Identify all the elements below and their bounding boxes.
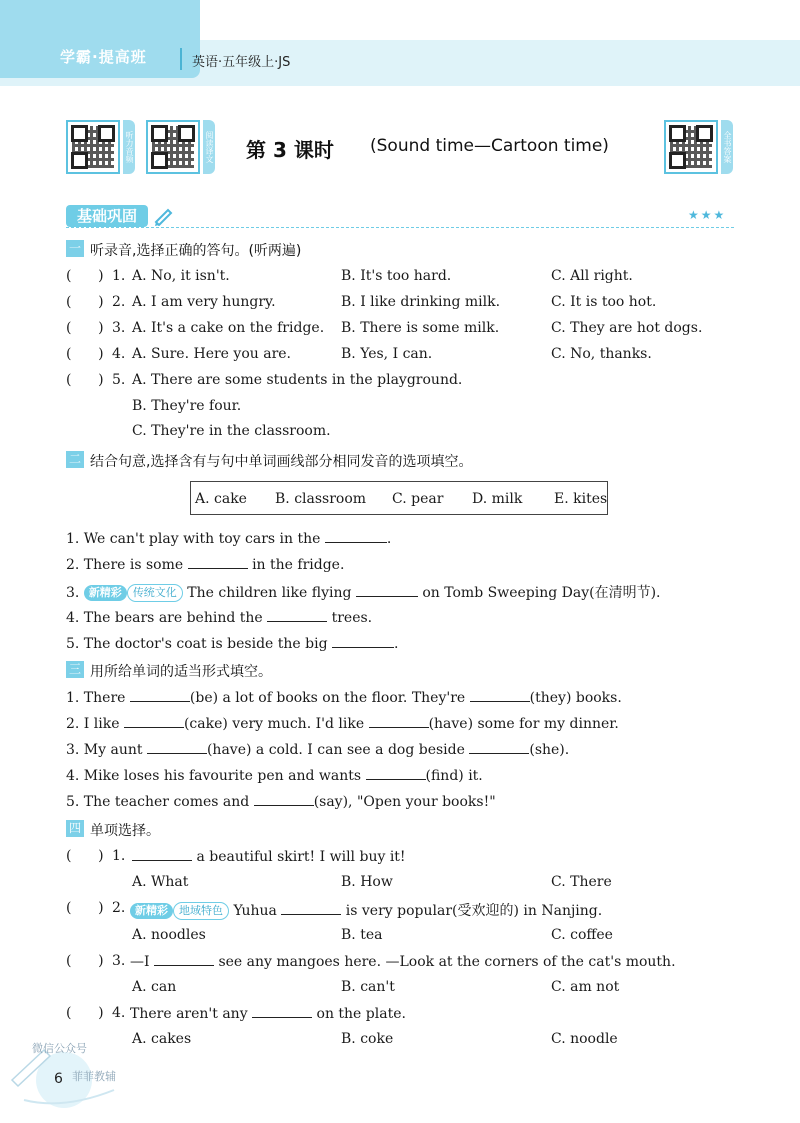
- option-c: C. am not: [551, 979, 620, 995]
- question-line: 2. I like (cake) very much. I'd like (have) some for my dinner.: [66, 716, 619, 732]
- option-a: A. noodles: [132, 927, 206, 943]
- badge-new: 新精彩: [84, 585, 127, 601]
- badge-culture: 传统文化: [127, 584, 183, 602]
- answer-paren[interactable]: ( ): [66, 320, 104, 336]
- answer-blank[interactable]: [366, 767, 426, 780]
- qr-label-audio: 听力音频: [123, 120, 135, 174]
- answer-blank[interactable]: [252, 1005, 312, 1018]
- question-line: 1. We can't play with toy cars in the .: [66, 531, 392, 547]
- part1-number: 一: [66, 240, 84, 257]
- question-line: 5. The teacher comes and (say), "Open your books!": [66, 794, 496, 810]
- question-line: 3. My aunt (have) a cold. I can see a dog beside (she).: [66, 742, 570, 758]
- answer-blank[interactable]: [154, 953, 214, 966]
- part4-title: 单项选择。: [90, 823, 160, 839]
- word-option: D. milk: [472, 491, 523, 507]
- option-b: B. can't: [341, 979, 395, 995]
- answer-blank[interactable]: [470, 689, 530, 702]
- answer-blank[interactable]: [356, 584, 418, 597]
- badge-new: 新精彩: [130, 903, 173, 919]
- answer-blank[interactable]: [254, 793, 314, 806]
- answer-paren[interactable]: ( ): [66, 294, 104, 310]
- badge-region: 地域特色: [173, 902, 229, 920]
- option-a: A. What: [132, 874, 189, 890]
- word-option: E. kites: [554, 491, 608, 507]
- lesson-title: 第 3 课时: [246, 138, 334, 162]
- answer-blank[interactable]: [124, 715, 184, 728]
- answer-paren[interactable]: ( ): [66, 372, 104, 388]
- part3-title: 用所给单词的适当形式填空。: [90, 664, 272, 680]
- option-c: C. They're in the classroom.: [132, 423, 331, 439]
- list-item: ( ) 4. There aren't any on the plate.: [66, 1005, 406, 1022]
- section-divider: [66, 227, 734, 228]
- list-item: ( ) 2. 新精彩 地域特色 Yuhua is very popular(受欢迎的) in Nanjing.: [66, 900, 603, 919]
- question-line: 1. There (be) a lot of books on the floor. They're (they) books.: [66, 690, 622, 706]
- watermark-line2: 菲菲教辅: [72, 1070, 116, 1083]
- answer-blank[interactable]: [267, 609, 327, 622]
- option-b: B. coke: [341, 1031, 394, 1047]
- option-c: C. There: [551, 874, 612, 890]
- answer-blank[interactable]: [281, 902, 341, 915]
- option-b: B. They're four.: [132, 398, 242, 414]
- question-line: 4. Mike loses his favourite pen and wants (find) it.: [66, 768, 483, 784]
- word-option: A. cake: [195, 491, 247, 507]
- word-option: C. pear: [392, 491, 444, 507]
- option-c: C. noodle: [551, 1031, 618, 1047]
- qr-code-audio[interactable]: [66, 120, 120, 174]
- question-line: 5. The doctor's coat is beside the big .: [66, 636, 399, 652]
- answer-blank[interactable]: [147, 741, 207, 754]
- list-item: ( ) 3. —I see any mangoes here. —Look at the corners of the cat's mouth.: [66, 953, 676, 970]
- answer-blank[interactable]: [132, 848, 192, 861]
- question-line: 3. 新精彩 传统文化 The children like flying on Tomb Sweeping Day(在清明节).: [66, 585, 661, 601]
- list-item: ( ) 1. a beautiful skirt! I will buy it!: [66, 848, 406, 865]
- brand-logo: 学霸·提高班: [60, 48, 147, 66]
- qr-code-translation[interactable]: [146, 120, 200, 174]
- option-b: B. tea: [341, 927, 383, 943]
- part3-number: 三: [66, 661, 84, 678]
- qr-label-answers: 全书答案: [721, 120, 733, 174]
- option-a: A. cakes: [132, 1031, 192, 1047]
- difficulty-stars: ★★★: [688, 208, 727, 222]
- option-b: B. How: [341, 874, 393, 890]
- pencil-icon: [152, 204, 174, 226]
- watermark-line1: 微信公众号: [32, 1042, 87, 1055]
- lesson-subtitle: (Sound time—Cartoon time): [370, 136, 609, 156]
- answer-blank[interactable]: [369, 715, 429, 728]
- answer-paren[interactable]: ( ): [66, 900, 104, 916]
- qr-code-answers[interactable]: [664, 120, 718, 174]
- answer-paren[interactable]: ( ): [66, 848, 104, 864]
- word-bank: [190, 481, 608, 515]
- answer-blank[interactable]: [130, 689, 190, 702]
- section-label: 基础巩固: [66, 205, 148, 227]
- part4-number: 四: [66, 820, 84, 837]
- answer-blank[interactable]: [325, 530, 387, 543]
- answer-blank[interactable]: [469, 741, 529, 754]
- question-line: 2. There is some in the fridge.: [66, 557, 345, 573]
- part1-title: 听录音,选择正确的答句。(听两遍): [90, 243, 302, 259]
- header-divider: [180, 48, 182, 70]
- word-option: B. classroom: [275, 491, 367, 507]
- qr-label-translation: 阅读译文: [203, 120, 215, 174]
- option-a: A. can: [132, 979, 177, 995]
- answer-blank[interactable]: [332, 635, 394, 648]
- part2-number: 二: [66, 451, 84, 468]
- answer-paren[interactable]: ( ): [66, 346, 104, 362]
- answer-blank[interactable]: [188, 556, 248, 569]
- question-line: 4. The bears are behind the trees.: [66, 610, 373, 626]
- page-number: 6: [54, 1071, 63, 1087]
- answer-paren[interactable]: ( ): [66, 268, 104, 284]
- option-c: C. coffee: [551, 927, 613, 943]
- subject-label: 英语·五年级上·JS: [192, 55, 291, 70]
- answer-paren[interactable]: ( ): [66, 1005, 104, 1021]
- part2-title: 结合句意,选择含有与句中单词画线部分相同发音的选项填空。: [90, 454, 473, 470]
- answer-paren[interactable]: ( ): [66, 953, 104, 969]
